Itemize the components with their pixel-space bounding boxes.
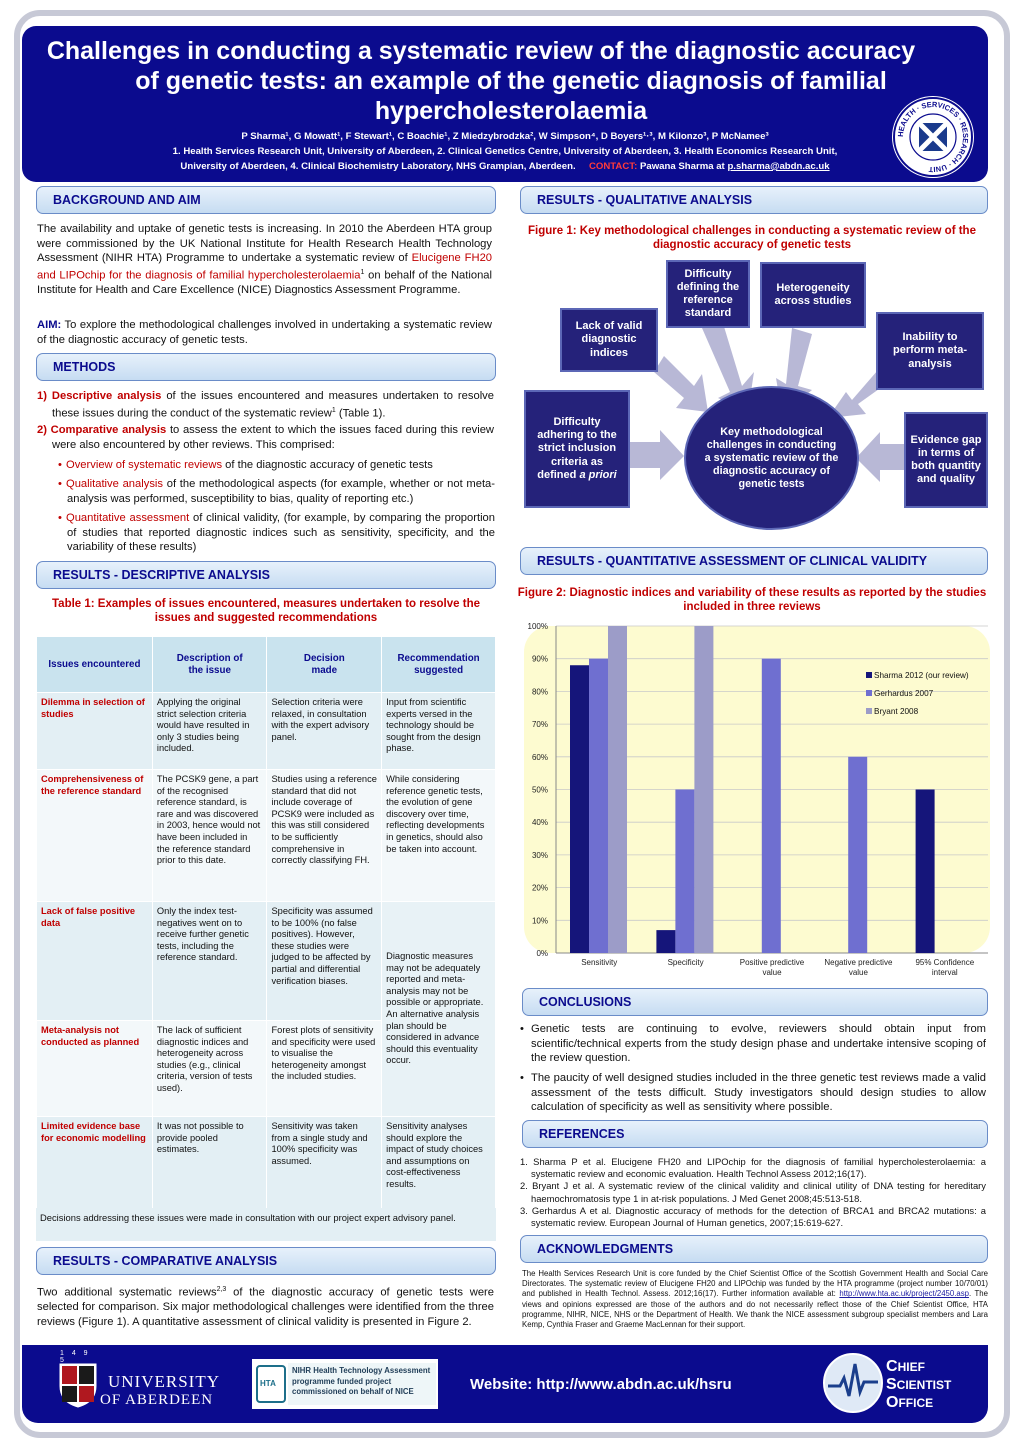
university-crest-icon xyxy=(58,1362,98,1408)
table-footnote: Decisions addressing these issues were made in consultation with our project expert advisory panel. xyxy=(36,1208,496,1241)
issues-table xyxy=(36,636,496,1209)
nihr-text-block xyxy=(288,1363,436,1405)
bar-2-1 xyxy=(694,626,713,953)
methods-comparative-text: to assess the extent to which the issues faced during this review were also encountered by other reviews. This comprised: xyxy=(52,424,495,451)
table-cell-decision: Specificity was assumed to be 100% (no false positives). However, these studies were judged to be affected by partial and differential verification biases. xyxy=(267,902,382,1021)
author-list: P Sharma¹, G Mowatt¹, F Stewart¹, C Boachie¹, Z Miedzybrodzka², W Simpson⁴, D Boyers¹·³, M Kilonzo³, P McNamee³ xyxy=(241,131,769,142)
cso-scientist: CIENTIST xyxy=(896,1378,952,1392)
section-header-background: BACKGROUND AND AIM xyxy=(36,186,496,214)
affiliation-1: 1. Health Services Research Unit, University of Aberdeen, 2. Clinical Genetics Centre, University of Aberdeen, 3. Health Economics Research Unit, xyxy=(172,146,838,157)
hta-badge-icon xyxy=(256,1365,286,1403)
col-header-description xyxy=(152,637,267,693)
table-cell-description: Only the index test-negatives went on to receive further genetic tests, including the reference standard. xyxy=(152,902,267,1021)
table-cell-issue: Lack of false positive data xyxy=(37,902,153,1021)
bar-1-2 xyxy=(762,659,781,953)
col-header-recommendation-1: Recommendation xyxy=(397,652,480,664)
challenge-heterogeneity: Heterogeneity across studies xyxy=(760,262,866,328)
conclusion-bullet-1: • Genetic tests are continuing to evolve, reviewers should obtain input from scientific/technical experts from the study design phase and undertake intensive scoping of the review question. xyxy=(520,1023,986,1065)
table-cell-decision: Sensitivity was taken from a single study and 100% specificity was assumed. xyxy=(267,1117,382,1209)
section-header-references: REFERENCES xyxy=(522,1120,988,1148)
reference-1: 1. Sharma P et al. Elucigene FH20 and LIPOchip for the diagnosis of familial hypercholesterolaemia: a systematic review and economic evaluation. Health Technol Assess 2012;16(17). xyxy=(520,1156,986,1180)
table-cell-recommendation: Diagnostic measures may not be adequately reported and meta-analysis may not be possible or appropriate. An alternative analysis plan should be considered in advance should this eventuality occur. xyxy=(382,902,496,1117)
y-tick-label: 30% xyxy=(531,850,548,860)
methods-descriptive-text: of the issues encountered and measures undertaken to resolve these issues during the conduct of the systematic review xyxy=(52,390,494,420)
table-cell-description: The lack of sufficient diagnostic indices and heterogeneity across studies (e.g., clinical criteria, version of tests used). xyxy=(152,1021,267,1117)
challenge-strict-criteria xyxy=(524,390,630,508)
table-cell-description: The PCSK9 gene, a part of the recognised reference standard, is rare and was discovered in 2003, hence would not have been included in the reference standard prior to this date. xyxy=(152,770,267,902)
x-tick-label: value xyxy=(848,968,868,977)
x-tick-label: Specificity xyxy=(667,958,704,967)
table-cell-recommendation: Input from scientific experts versed in the technology should be sought from the design phase. xyxy=(382,693,496,770)
y-tick-label: 50% xyxy=(531,785,548,795)
col-header-description-2: the issue xyxy=(188,664,231,676)
y-tick-label: 10% xyxy=(531,916,548,926)
methods-descriptive-tail: (Table 1). xyxy=(338,407,386,420)
key-challenges-center: Key methodological challenges in conducting a systematic review of the diagnostic accuracy of genetic tests xyxy=(684,386,859,530)
table-row xyxy=(37,1117,496,1209)
y-tick-label: 20% xyxy=(531,883,548,893)
university-name-1: UNIVERSITY xyxy=(108,1372,220,1391)
cso-c: C xyxy=(886,1358,898,1375)
strict-criteria-text: Difficulty adhering to the strict inclusion criteria as defined xyxy=(537,415,617,481)
conclusion-2-text: The paucity of well designed studies included in the three genetic test reviews made a valid assessment of the tests difficult. Study investigators should design studies to allow calculation of specificity as well as sensitivity where possible. xyxy=(531,1072,986,1114)
reference-3: 3. Gerhardus A et al. Diagnostic accuracy of methods for the detection of BRCA1 and BRCA2 mutations: a systematic review. European Journal of Human genetics, 2007;15:619-627. xyxy=(520,1204,986,1229)
col-header-recommendation xyxy=(382,637,496,693)
table-header-row xyxy=(37,637,496,693)
legend-entry: Sharma 2012 (our review) xyxy=(874,671,969,680)
background-text-2: on behalf of the National Institute for Health and Care Excellence (NICE) Diagnostics Assessment Programme. xyxy=(37,269,492,297)
col-header-recommendation-2: suggested xyxy=(414,664,464,676)
methods-descriptive-label: 1) Descriptive analysis xyxy=(37,390,162,402)
website-link[interactable]: Website: http://www.abdn.ac.uk/hsru xyxy=(470,1376,732,1393)
col-header-issues: Issues encountered xyxy=(37,637,153,693)
methods-citation: 1 xyxy=(331,406,336,414)
col-header-decision-1: Decision xyxy=(303,652,345,664)
section-header-conclusions: CONCLUSIONS xyxy=(522,988,988,1016)
challenge-meta-analysis: Inability to perform meta-analysis xyxy=(876,312,984,390)
table-cell-recommendation: While considering reference genetic tests, the evolution of gene discovery over time, reflecting developments in genetics, should also be taken into account. xyxy=(382,770,496,902)
table-cell-issue: Meta-analysis not conducted as planned xyxy=(37,1021,153,1117)
background-citation: 1 xyxy=(360,268,365,276)
arrow-evidence-gap xyxy=(856,432,904,482)
legend-swatch xyxy=(866,690,872,696)
methods-bullet-2: • Qualitative analysis of the methodological aspects (for example, whether or not meta-analysis was performed, susceptibility to bias, quality of reporting etc.) xyxy=(58,478,495,505)
legend-entry: Gerhardus 2007 xyxy=(874,689,934,698)
background-text-1: The availability and uptake of genetic tests is increasing. In 2010 the Aberdeen HTA group were commissioned by the UK National Institute for Health Research Health Technology Assessment (NIHR HTA) Programme to undertake a systematic review of xyxy=(37,223,492,265)
table-cell-decision: Studies using a reference standard that did not include coverage of PCSK9 were included as this was still considered to be sufficiently comprehensive in correctly classifying FH. xyxy=(267,770,382,902)
cso-text xyxy=(886,1358,951,1412)
bar-2-0 xyxy=(608,626,627,953)
y-tick-label: 60% xyxy=(531,752,548,762)
acknowledgments-paragraph xyxy=(522,1269,988,1330)
affiliation-2-text: University of Aberdeen, 4. Clinical Biochemistry Laboratory, NHS Grampian, Aberdeen. xyxy=(180,161,576,172)
table-cell-description: Applying the original strict selection criteria would have resulted in only 3 studies being included. xyxy=(152,693,267,770)
section-header-acknowledgments: ACKNOWLEDGMENTS xyxy=(520,1235,988,1263)
y-tick-label: 70% xyxy=(531,720,548,730)
table-row xyxy=(37,902,496,1021)
reference-list xyxy=(520,1156,986,1229)
bullet-3-text: of clinical validity, (for example, by comparing the proportion of studies that reported diagnostic indices such as sensitivity, specificity, and the variability of these results) xyxy=(67,512,495,554)
acknowledgments-text-2: . The views and opinions expressed are those of the authors and do not necessarily reflect those of the Chief Scientist Office, HTA programme, NIHR, NICE, NHS or the Department of Health. We thank the NICE assessment subgroup specialist members and Lara Kemp, Cynthia Fraser and Graeme MacLennan for their support. xyxy=(522,1289,988,1330)
section-header-comparative: RESULTS - COMPARATIVE ANALYSIS xyxy=(36,1247,496,1275)
table-1-caption: Table 1: Examples of issues encountered, measures undertaken to resolve the issues and suggested recommendations xyxy=(52,598,480,624)
table-cell-issue: Comprehensiveness of the reference standard xyxy=(37,770,153,902)
legend-swatch xyxy=(866,672,872,678)
x-tick-label: Negative predictive xyxy=(824,958,893,967)
bar-0-0 xyxy=(570,665,589,953)
aim-label: AIM: xyxy=(37,319,62,331)
challenge-lack-of-indices: Lack of valid diagnostic indices xyxy=(560,308,658,372)
table-cell-decision: Forest plots of sensitivity and specificity were used to visualise the heterogeneity amongst the included studies. xyxy=(267,1021,382,1117)
col-header-decision xyxy=(267,637,382,693)
hta-project-link[interactable]: http://www.hta.ac.uk/project/2450.asp xyxy=(839,1289,969,1299)
cso-heartbeat-icon xyxy=(822,1352,884,1414)
table-row xyxy=(37,770,496,902)
col-header-description-1: Description of xyxy=(176,652,243,664)
methods-bullet-3: • Quantitative assessment of clinical validity, (for example, by comparing the proportion of studies that reported diagnostic indices such as sensitivity, specificity, and the variability of these results) xyxy=(58,512,495,554)
university-year: 1 4 9 5 xyxy=(60,1350,91,1364)
hsru-logo-text: HEALTH · SERVICES · RESEARCH · UNIT xyxy=(895,99,971,175)
contact-label: CONTACT: xyxy=(588,161,638,172)
bar-1-1 xyxy=(675,790,694,954)
acknowledgments-text-1: The Health Services Research Unit is core funded by the Chief Scientist Office of the Scottish Government Health and Social Care Directorates. The systematic review of Elucigene FH20 and LIPOchip was funded by the HTA programme (project number 10/70/01) and published in Health Technol. Assess. 2012;16(17). Further information available at: xyxy=(522,1269,988,1299)
conclusion-bullet-2: • The paucity of well designed studies included in the three genetic test reviews made a valid assessment of the tests difficult. Study investigators should design studies to allow calculation of specificity as well as sensitivity where possible. xyxy=(520,1072,986,1114)
nihr-line-2: programme funded project xyxy=(292,1376,392,1386)
col-header-decision-2: made xyxy=(311,664,338,676)
background-highlight: Elucigene FH20 and LIPOchip for the diagnosis of familial hypercholesterolaemia xyxy=(37,252,493,282)
aim-text: To explore the methodological challenges involved in undertaking a systematic review of the diagnostic accuracy of genetic tests. xyxy=(37,319,493,346)
bullet-3-label: Quantitative assessment xyxy=(66,512,190,524)
chief-scientist-office-logo xyxy=(822,1352,982,1416)
methods-bullet-1: • Overview of systematic reviews of the diagnostic accuracy of genetic tests xyxy=(58,459,433,471)
cso-office: FFICE xyxy=(898,1396,934,1410)
conclusion-1-text: Genetic tests are continuing to evolve, reviewers should obtain input from scientific/technical experts from the study design phase and undertake intensive scoping of the review question. xyxy=(531,1023,986,1065)
title-line-1: Challenges in conducting a systematic review of the diagnostic accuracy xyxy=(46,37,916,65)
university-name-2: OF ABERDEEN xyxy=(100,1392,214,1408)
bullet-2-text: of the methodological aspects (for example, whether or not meta-analysis was performed, susceptibility to bias, quality of reporting etc.) xyxy=(67,478,495,505)
table-cell-recommendation: Sensitivity analyses should explore the impact of study choices and assumptions on cost-effectiveness results. xyxy=(382,1117,496,1209)
y-tick-label: 90% xyxy=(531,654,548,664)
legend-entry: Bryant 2008 xyxy=(874,707,919,716)
legend-swatch xyxy=(866,708,872,714)
title-line-2: of genetic tests: an example of the genetic diagnosis of familial xyxy=(135,67,887,95)
hta-abbr: HTA xyxy=(260,1379,276,1388)
cso-o: O xyxy=(886,1394,899,1411)
bullet-1-text: of the diagnostic accuracy of genetic tests xyxy=(225,459,433,471)
comparative-text-1: Two additional systematic reviews xyxy=(37,1286,217,1299)
bar-0-1 xyxy=(656,930,675,953)
table-cell-issue: Limited evidence base for economic modelling xyxy=(37,1117,153,1209)
nihr-line-3: commissioned on behalf of NICE xyxy=(292,1387,414,1396)
nihr-line-1: NIHR Health Technology Assessment xyxy=(292,1366,431,1375)
diagram-arrows xyxy=(0,0,1024,560)
section-header-quantitative: RESULTS - QUANTITATIVE ASSESSMENT OF CLINICAL VALIDITY xyxy=(520,547,988,575)
comparative-paragraph xyxy=(37,1283,494,1330)
table-cell-description: It was not possible to provide pooled estimates. xyxy=(152,1117,267,1209)
section-header-descriptive: RESULTS - DESCRIPTIVE ANALYSIS xyxy=(36,561,496,589)
bar-1-0 xyxy=(589,659,608,953)
contact-email-link[interactable]: p.sharma@abdn.ac.uk xyxy=(727,161,830,172)
challenge-evidence-gap: Evidence gap in terms of both quantity and quality xyxy=(904,412,988,508)
y-tick-label: 40% xyxy=(531,818,548,828)
section-header-methods: METHODS xyxy=(36,353,496,381)
x-tick-label: Sensitivity xyxy=(581,958,618,967)
bar-1-3 xyxy=(848,757,867,953)
table-cell-decision: Selection criteria were relaxed, in consultation with the expert advisory panel. xyxy=(267,693,382,770)
table-row xyxy=(37,693,496,770)
methods-comparative-label: 2) Comparative analysis xyxy=(37,424,167,436)
x-tick-label: 95% Confidence xyxy=(915,958,975,967)
cso-chief: HIEF xyxy=(897,1360,925,1374)
table-cell-issue: Dilemma in selection of studies xyxy=(37,693,153,770)
nihr-hta-logo xyxy=(252,1359,438,1409)
comparative-text-2: of the diagnostic accuracy of genetic tests were selected for comparison. Six major methodological challenges were identified from the three reviews (Figure 1). A quantitative assessment of clinical validity is presented in Figure 2. xyxy=(37,1286,494,1328)
bullet-1-label: Overview of systematic reviews xyxy=(66,459,223,471)
y-tick-label: 80% xyxy=(531,687,548,697)
y-tick-label: 100% xyxy=(527,622,548,631)
x-tick-label: value xyxy=(762,968,782,977)
bar-0-4 xyxy=(916,790,935,954)
figure-1-caption: Figure 1: Key methodological challenges in conducting a systematic review of the diagnostic accuracy of genetic tests xyxy=(528,225,976,251)
x-tick-label: interval xyxy=(931,968,958,977)
reference-2: 2. Bryant J et al. A systematic review of the clinical validity and clinical utility of DNA testing for hereditary haemochromatosis type 1 in at-risk populations. J Med Genet 2008;45:513-518. xyxy=(520,1180,986,1204)
arrow-strict-criteria xyxy=(630,430,684,480)
section-header-qualitative: RESULTS - QUALITATIVE ANALYSIS xyxy=(520,186,988,214)
university-logo xyxy=(58,1350,218,1416)
challenge-reference-standard: Difficulty defining the reference standard xyxy=(666,260,750,328)
contact-name: Pawana Sharma at xyxy=(639,161,725,172)
diagnostic-indices-chart xyxy=(500,618,1000,988)
y-tick-label: 0% xyxy=(536,949,548,958)
comparative-citation: 2,3 xyxy=(216,1286,227,1293)
cso-s: S xyxy=(886,1376,897,1393)
arrow-lack-of-indices xyxy=(654,356,708,412)
figure-2-caption: Figure 2: Diagnostic indices and variability of these results as reported by the studies included in three reviews xyxy=(517,587,987,613)
strict-criteria-italic: a priori xyxy=(579,468,617,481)
bullet-2-label: Qualitative analysis xyxy=(66,478,163,490)
title-line-3: hypercholesterolaemia xyxy=(374,97,648,125)
x-tick-label: Positive predictive xyxy=(739,958,805,967)
